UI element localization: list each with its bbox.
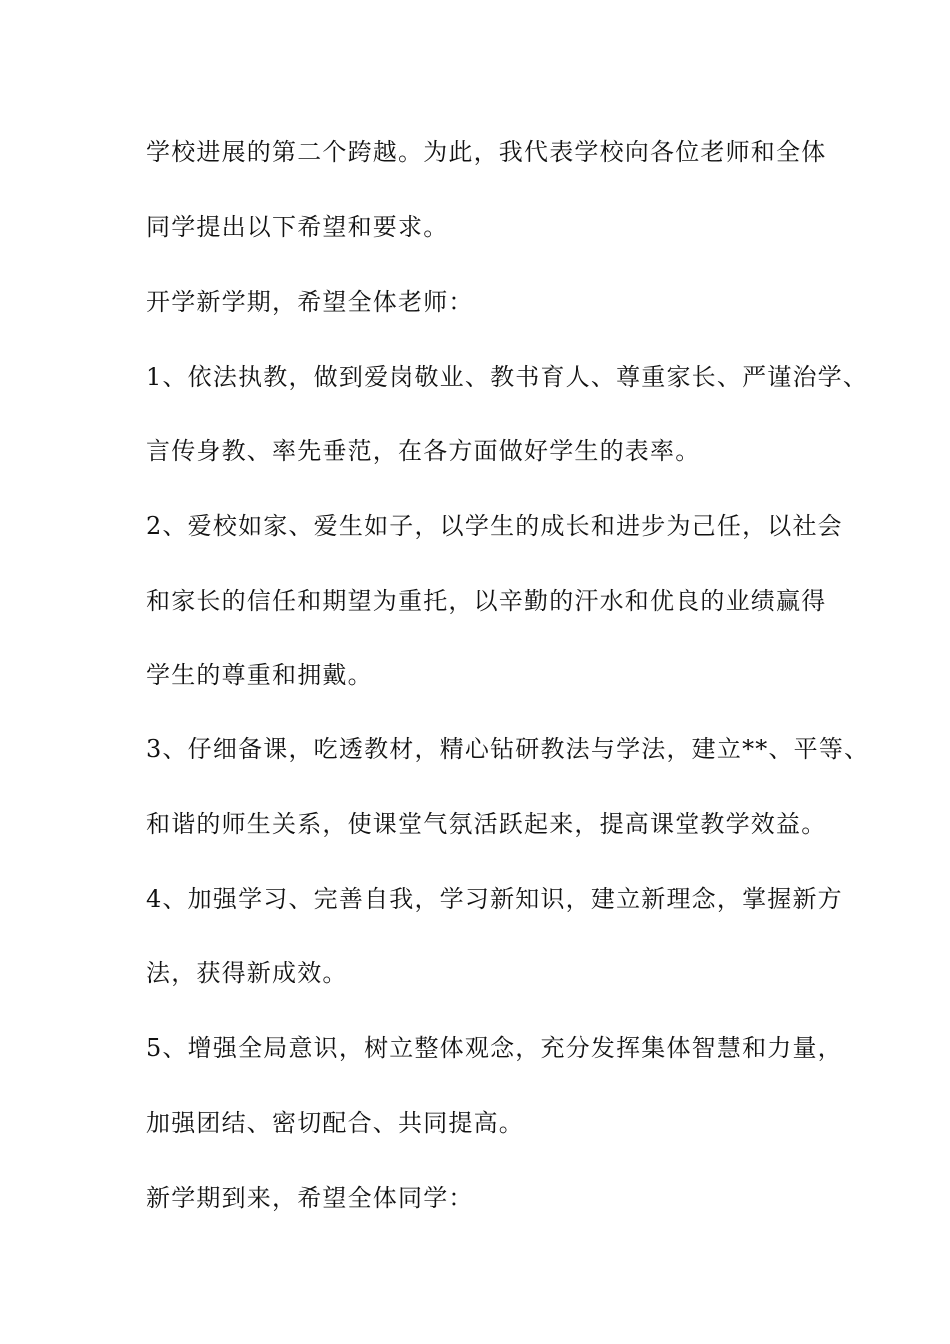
list-item-5: 5、增强全局意识，树立整体观念，充分发挥集体智慧和力量， [146,1034,843,1062]
list-item-3: 3、仔细备课，吃透教材，精心钻研教法与学法，建立**、平等、 [146,735,870,763]
text-line: 和家长的信任和期望为重托，以辛勤的汗水和优良的业绩赢得 [146,587,827,615]
text-line: 和谐的师生关系，使课堂气氛活跃起来，提高课堂教学效益。 [146,810,827,838]
list-item-4: 4、加强学习、完善自我，学习新知识，建立新理念，掌握新方 [146,885,843,913]
section-heading-teachers: 开学新学期，希望全体老师： [146,288,474,316]
text-line: 同学提出以下希望和要求。 [146,213,449,241]
text-line: 法，获得新成效。 [146,959,348,987]
text-line: 学生的尊重和拥戴。 [146,661,373,689]
list-item-1: 1、依法执教，做到爱岗敬业、教书育人、尊重家长、严谨治学、 [146,363,869,391]
list-item-2: 2、爱校如家、爱生如子，以学生的成长和进步为己任，以社会 [146,512,843,540]
text-line: 言传身教、率先垂范，在各方面做好学生的表率。 [146,437,701,465]
text-line: 学校进展的第二个跨越。为此，我代表学校向各位老师和全体 [146,138,827,166]
section-heading-students: 新学期到来，希望全体同学： [146,1184,474,1212]
text-line: 加强团结、密切配合、共同提高。 [146,1109,524,1137]
